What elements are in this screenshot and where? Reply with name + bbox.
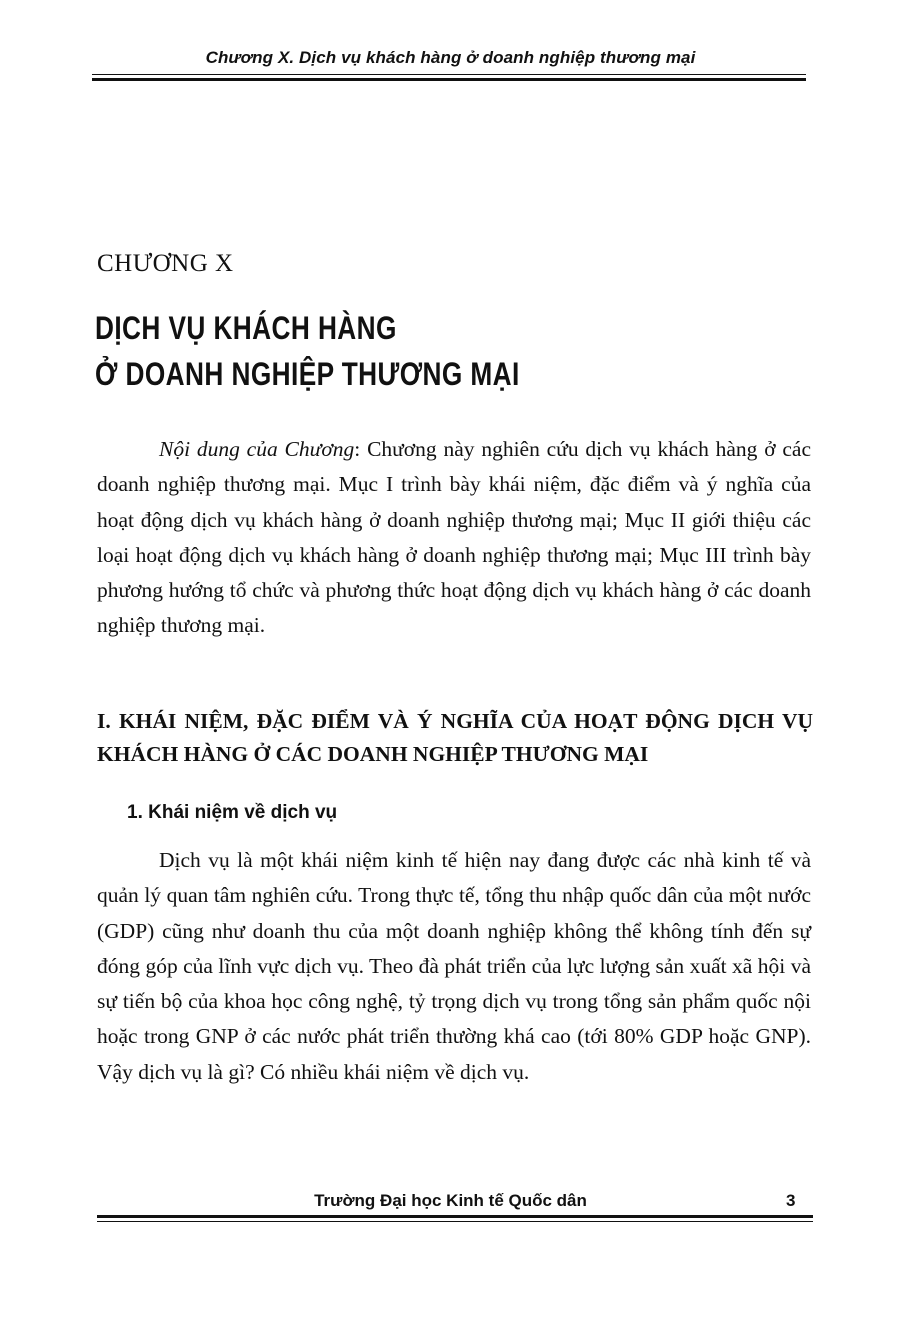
intro-lead: Nội dung của Chương	[159, 437, 355, 461]
chapter-title-line-1: DỊCH VỤ KHÁCH HÀNG	[95, 310, 397, 346]
header-rule-thin	[92, 74, 806, 75]
intro-text: : Chương này nghiên cứu dịch vụ khách hàng ở các doanh nghiệp thương mại. Mục I trình bày khái niệm, đặc điểm và ý nghĩa của hoạt động dịch vụ khách hàng ở doanh nghiệp thương mại; Mục II giới thiệu các loại hoạt động dịch vụ khách hàng ở doanh nghiệp thương mại; Mục III trình bày phương hướng tổ chức và phương thức hoạt động dịch vụ khách hàng ở các doanh nghiệp thương mại.	[97, 437, 811, 638]
footer-rule-thin	[97, 1221, 813, 1222]
footer-institution: Trường Đại học Kinh tế Quốc dân	[314, 1191, 587, 1210]
page-number: 3	[786, 1191, 796, 1210]
section-heading: I. KHÁI NIỆM, ĐẶC ĐIỂM VÀ Ý NGHĨA CỦA HOẠT ĐỘNG DỊCH VỤ KHÁCH HÀNG Ở CÁC DOANH NGHIỆP THƯƠNG MẠI	[97, 709, 813, 766]
subsection-heading: 1. Khái niệm về dịch vụ	[127, 802, 338, 823]
body-paragraph: Dịch vụ là một khái niệm kinh tế hiện nay đang được các nhà kinh tế và quản lý quan tâm nghiên cứu. Trong thực tế, tổng thu nhập quốc dân của một nước (GDP) cũng như doanh thu của một doanh nghiệp không thể không tính đến sự đóng góp của lĩnh vực dịch vụ. Theo đà phát triển của lực lượng sản xuất xã hội và sự tiến bộ của khoa học công nghệ, tỷ trọng dịch vụ trong tổng sản phẩm quốc nội hoặc trong GNP ở các nước phát triển thường khá cao (tới 80% GDP hoặc GNP). Vậy dịch vụ là gì? Có nhiều khái niệm về dịch vụ.	[97, 848, 811, 1084]
chapter-label: CHƯƠNG X	[97, 250, 234, 277]
running-header: Chương X. Dịch vụ khách hàng ở doanh nghiệp thương mại	[205, 48, 696, 67]
intro-paragraph	[97, 432, 811, 644]
header-rule-thick	[92, 78, 806, 81]
footer-rule-thick	[97, 1215, 813, 1218]
chapter-title-line-2: Ở DOANH NGHIỆP THƯƠNG MẠI	[95, 356, 520, 392]
